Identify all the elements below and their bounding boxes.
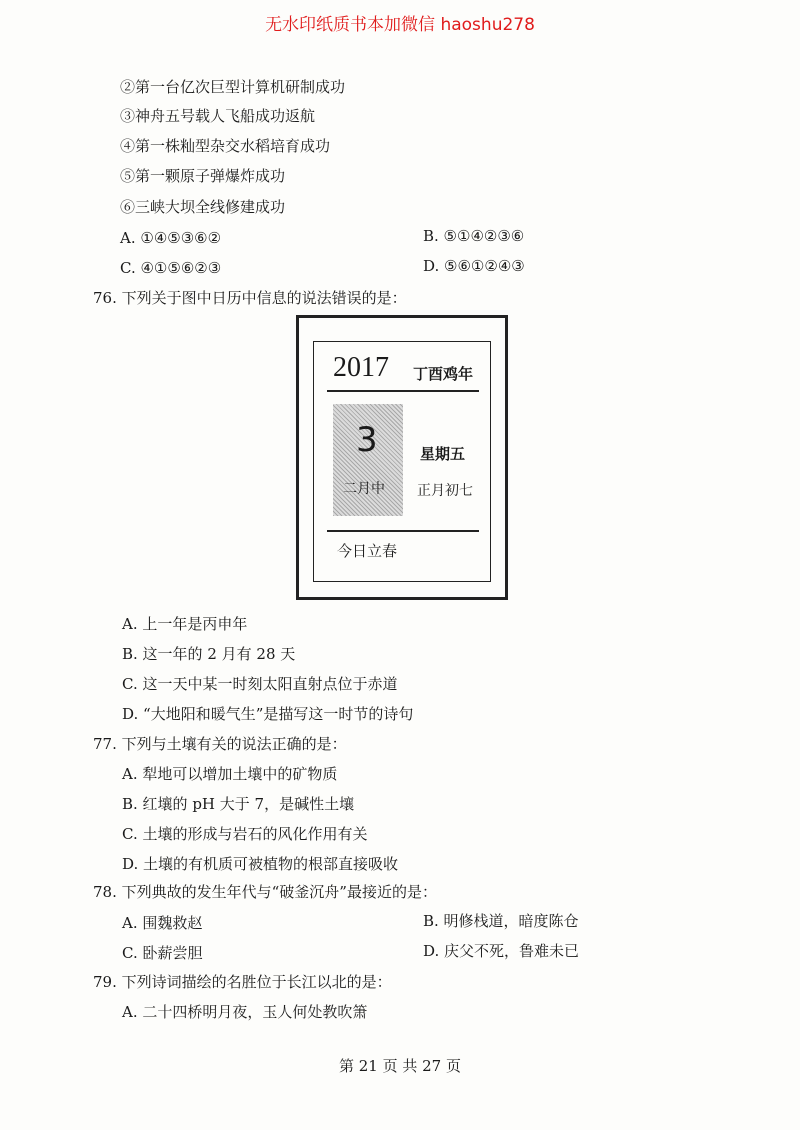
q76-option-d: D. “大地阳和暖气生”是描写这一时节的诗句 <box>122 705 414 723</box>
calendar-zodiac-year: 丁酉鸡年 <box>413 365 474 383</box>
q78-stem: 78. 下列典故的发生年代与“破釜沉舟”最接近的是： <box>93 883 437 901</box>
calendar-solar-term: 今日立春 <box>337 542 398 560</box>
q78-option-d: D. 庆父不死，鲁难未已 <box>423 942 580 960</box>
q78-option-c: C. 卧薪尝胆 <box>122 944 203 962</box>
q75-option-c: C. ④①⑤⑥②③ <box>120 259 222 277</box>
q75-item-4: ④第一株籼型杂交水稻培育成功 <box>120 137 331 155</box>
q76-stem: 76. 下列关于图中日历中信息的说法错误的是： <box>93 289 407 307</box>
q75-item-6: ⑥三峡大坝全线修建成功 <box>120 198 286 216</box>
calendar-weekday: 星期五 <box>420 445 466 463</box>
calendar-divider-top <box>327 390 479 392</box>
calendar-divider-bottom <box>327 530 479 532</box>
q76-option-c: C. 这一天中某一时刻太阳直射点位于赤道 <box>122 675 398 693</box>
q75-item-3: ③神舟五号载人飞船成功返航 <box>120 107 316 125</box>
calendar-year: 2017 <box>333 352 389 383</box>
q75-item-5: ⑤第一颗原子弹爆炸成功 <box>120 167 286 185</box>
calendar-lunar-date: 正月初七 <box>417 483 473 499</box>
q77-option-c: C. 土壤的形成与岩石的风化作用有关 <box>122 825 368 843</box>
q75-option-d: D. ⑤⑥①②④③ <box>423 257 525 275</box>
q75-option-a: A. ①④⑤③⑥② <box>120 229 222 247</box>
q77-option-a: A. 犁地可以增加土壤中的矿物质 <box>122 765 338 783</box>
q79-option-a: A. 二十四桥明月夜，玉人何处教吹箫 <box>122 1003 368 1021</box>
q77-stem: 77. 下列与土壤有关的说法正确的是： <box>93 735 347 753</box>
q78-option-b: B. 明修栈道，暗度陈仓 <box>423 912 579 930</box>
watermark: 无水印纸质书本加微信 haoshu278 <box>265 15 535 35</box>
q78-option-a: A. 围魏救赵 <box>122 914 203 932</box>
q75-item-2: ②第一台亿次巨型计算机研制成功 <box>120 78 346 96</box>
q77-option-d: D. 土壤的有机质可被植物的根部直接吸收 <box>122 855 399 873</box>
q77-option-b: B. 红壤的 pH 大于 7，是碱性土壤 <box>122 795 355 813</box>
calendar-day: 3 <box>356 420 378 460</box>
q76-option-a: A. 上一年是丙申年 <box>122 615 248 633</box>
q79-stem: 79. 下列诗词描绘的名胜位于长江以北的是： <box>93 973 392 991</box>
page-footer: 第 21 页 共 27 页 <box>338 1057 461 1075</box>
q76-option-b: B. 这一年的 2 月有 28 天 <box>122 645 296 663</box>
calendar-month: 二月中 <box>343 481 385 497</box>
q75-option-b: B. ⑤①④②③⑥ <box>423 227 525 245</box>
